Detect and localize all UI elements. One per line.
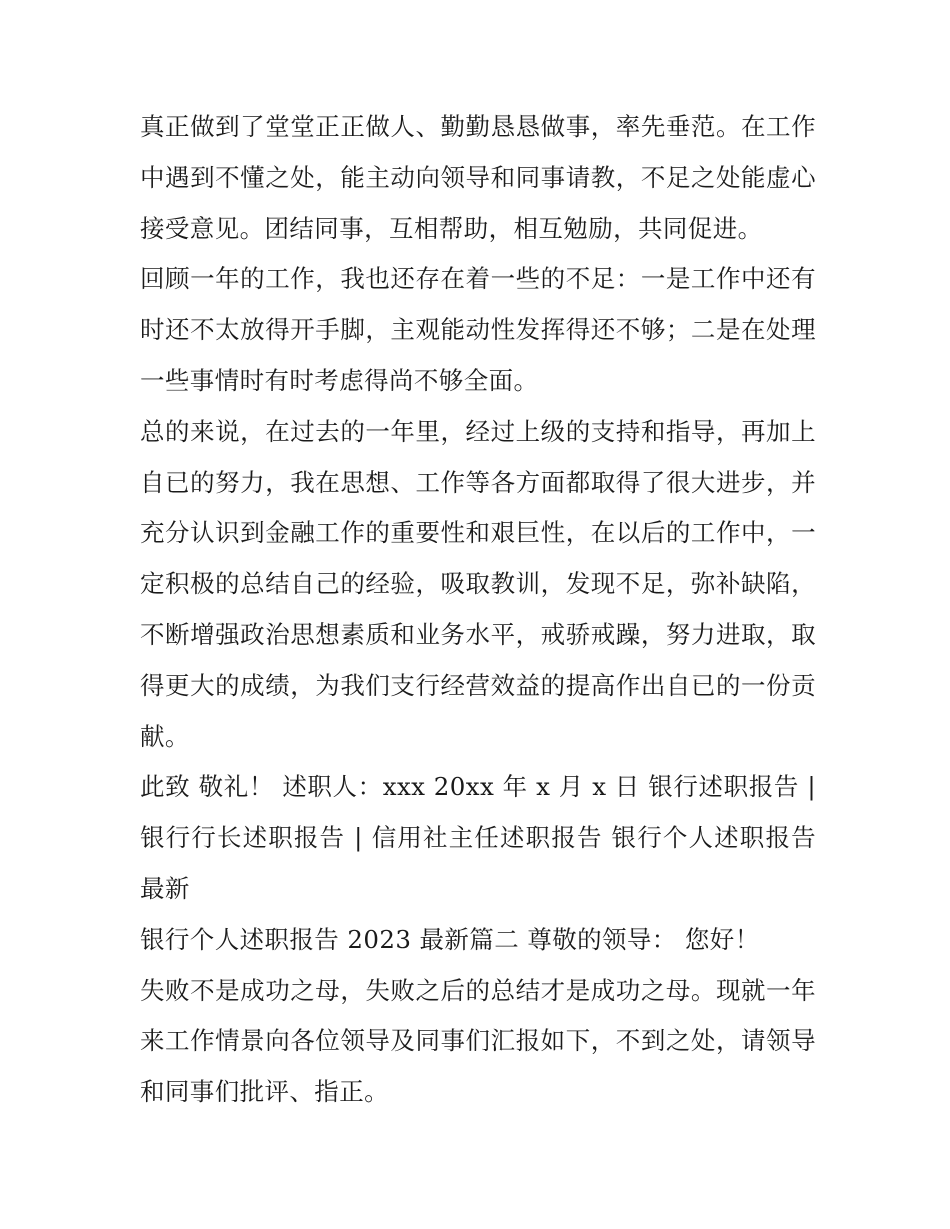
paragraph-6: 失败不是成功之母，失败之后的总结才是成功之母。现就一年来工作情景向各位领导及同事们汇报如下，不到之处，请领导和同事们批评、指正。 — [140, 975, 816, 1107]
paragraph-5: 银行个人述职报告 2023 最新篇二 尊敬的领导： 您好！ — [140, 924, 760, 954]
paragraph-3: 总的来说，在过去的一年里，经过上级的支持和指导，再加上自已的努力，我在思想、工作等各方面都取得了很大进步，并充分认识到金融工作的重要性和艰巨性，在以后的工作中，一定积极的总结自己的经验，吸取教训，发现不足，弥补缺陷，不断增强政治思想素质和业务水平，戒骄戒躁，努力进取，取得更大的成绩，为我们支行经营效益的提高作出自已的一份贡献。 — [140, 416, 816, 751]
paragraph-2: 回顾一年的工作，我也还存在着一些的不足：一是工作中还有时还不太放得开手脚，主观能动性发挥得还不够；二是在处理一些事情时有时考虑得尚不够全面。 — [140, 264, 816, 395]
paragraph-1: 真正做到了堂堂正正做人、勤勤恳恳做事，率先垂范。在工作中遇到不懂之处，能主动向领导和同事请教，不足之处能虚心接受意见。团结同事，互相帮助，相互勉励，共同促进。 — [140, 112, 816, 243]
document-body — [140, 102, 816, 1118]
paragraph-4: 此致 敬礼！ 述职人：xxx 20xx 年 x 月 x 日 银行述职报告 | 银行行长述职报告 | 信用社主任述职报告 银行个人述职报告最新 — [140, 772, 816, 903]
